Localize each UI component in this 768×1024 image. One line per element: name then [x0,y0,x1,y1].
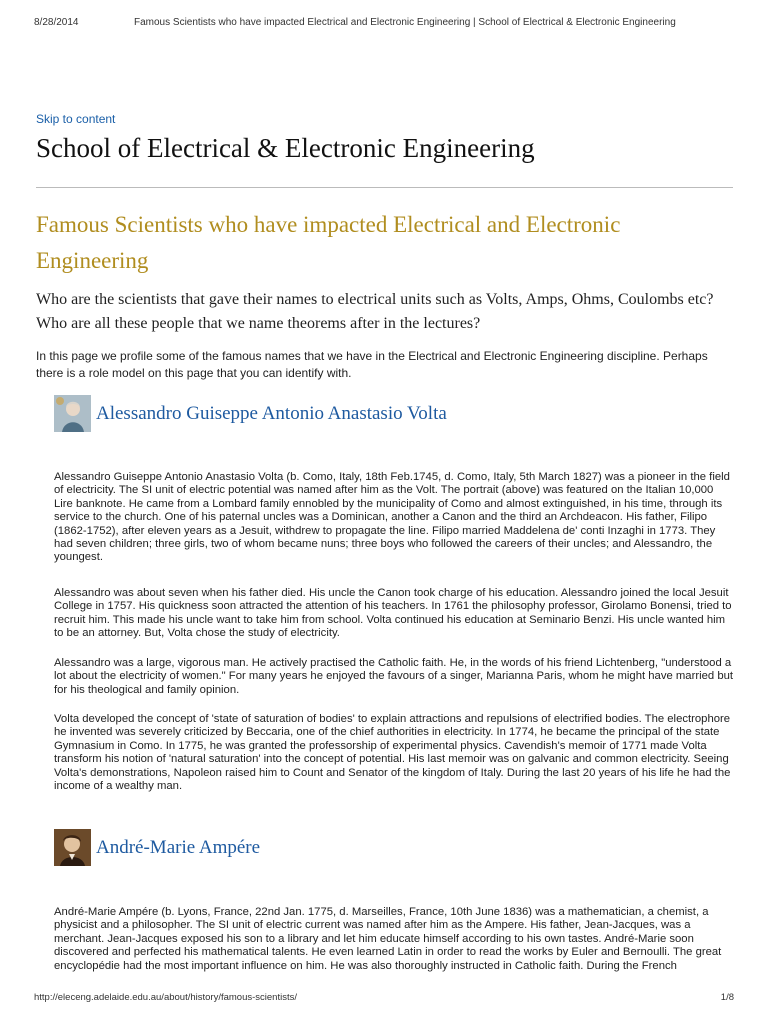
volta-portrait-image [54,395,91,432]
print-date: 8/28/2014 [34,17,79,28]
volta-paragraph-3: Alessandro was a large, vigorous man. He actively practised the Catholic faith. He, in the words of his friend Lichtenberg, "understood a lot about the electricity of women." For many years he enjoyed the favours of a singer, Marianna Paris, whom he might have married but for his theological and family opinion. [54,657,734,696]
volta-paragraph-1: Alessandro Guiseppe Antonio Anastasio Volta (b. Como, Italy, 18th Feb.1745, d. Como, Italy, 5th March 1827) was a pioneer in the field of electricity. The SI unit of electric potential was named after him as the Volt. The portrait (above) was featured on the Italian 10,000 Lire banknote. He came from a Lombard family ennobled by the municipality of Como and almost extinguished, in his time, through its service to the church. One of his paternal uncles was a Dominican, another a Canon and the third an Archdeacon. His father, Filipo (1862-1752), after eleven years as a Jesuit, withdrew to propagate the line. Filipo married Maddelena de' conti Inzaghi in 1773. They had seven children; three girls, two of whom became nuns; three boys who followed the careers of their uncles; and Alessandro, the youngest. [54,471,730,564]
lead-paragraph: Who are the scientists that gave their names to electrical units such as Volts, Amps, Ohms, Coulombs etc? Who are all these people that we name theorems after in the lectures? [36,291,714,332]
ampere-name: André-Marie Ampére [96,836,261,858]
footer-url: http://eleceng.adelaide.edu.au/about/history/famous-scientists/ [34,992,297,1003]
ampere-heading [54,829,260,866]
page-title: Famous Scientists who have impacted Electrical and Electronic Engineering [36,212,621,273]
ampere-portrait-image [54,829,91,866]
volta-paragraph-4: Volta developed the concept of 'state of saturation of bodies' to explain attractions and repulsions of electrified bodies. The electrophore he invented was severely criticized by Beccaria, one of the chief authorities in electricity. In 1774, he became the principal of the state Gymnasium in Como. In 1775, he was granted the professorship of experimental physics. Cavendish's memoir of 1771 made Volta transform his notion of 'natural saturation' into the concept of potential. His last memoir was on galvanic and common electricity. Seeing Volta's demonstrations, Napoleon raised him to Count and Senator of the kingdom of Italy. During the last 20 years of his life he had the income of a wealthy man. [54,713,731,793]
site-title[interactable]: School of Electrical & Electronic Engineering [36,133,535,163]
print-title: Famous Scientists who have impacted Electrical and Electronic Engineering | School of Electrical & Electronic Engineering [134,17,676,28]
volta-heading [54,395,447,432]
volta-name: Alessandro Guiseppe Antonio Anastasio Volta [96,402,447,424]
volta-paragraph-2: Alessandro was about seven when his father died. His uncle the Canon took charge of his education. Alessandro joined the local Jesuit College in 1757. His quickness soon attracted the attention of his teachers. In 1761 the philosophy professor, Girolamo Bonensi, tried to recruit him. This made his uncle want to take him from school. Volta continued his education at Seminario Benzi. His uncle wanted him to be an attorney. But, Volta chose the study of electricity. [54,587,732,640]
footer-page-number: 1/8 [720,992,734,1003]
header-divider [36,187,733,188]
intro-paragraph: In this page we profile some of the famous names that we have in the Electrical and Electronic Engineering discipline. Perhaps there is a role model on this page that you can identify with. [36,349,708,380]
print-header [34,17,734,28]
ampere-paragraph-1: André-Marie Ampére (b. Lyons, France, 22nd Jan. 1775, d. Marseilles, France, 10th June 1836) was a mathematician, a chemist, a physicist and a philosopher. The SI unit of electric current was named after him as the Ampere. His father, Jean-Jacques, was a merchant. Jean-Jacques exposed his son to a library and let him educate himself according to his own tastes. André-Marie soon discovered and perfected his mathematical talents. He even learned Latin in order to read the works by Euler and Bernoulli. The great encyclopédie had the most important influence on him. He was also thoroughly instructed in Catholic faith. During the French [54,906,722,972]
skip-to-content-link[interactable]: Skip to content [36,112,116,126]
print-footer [34,992,734,1003]
